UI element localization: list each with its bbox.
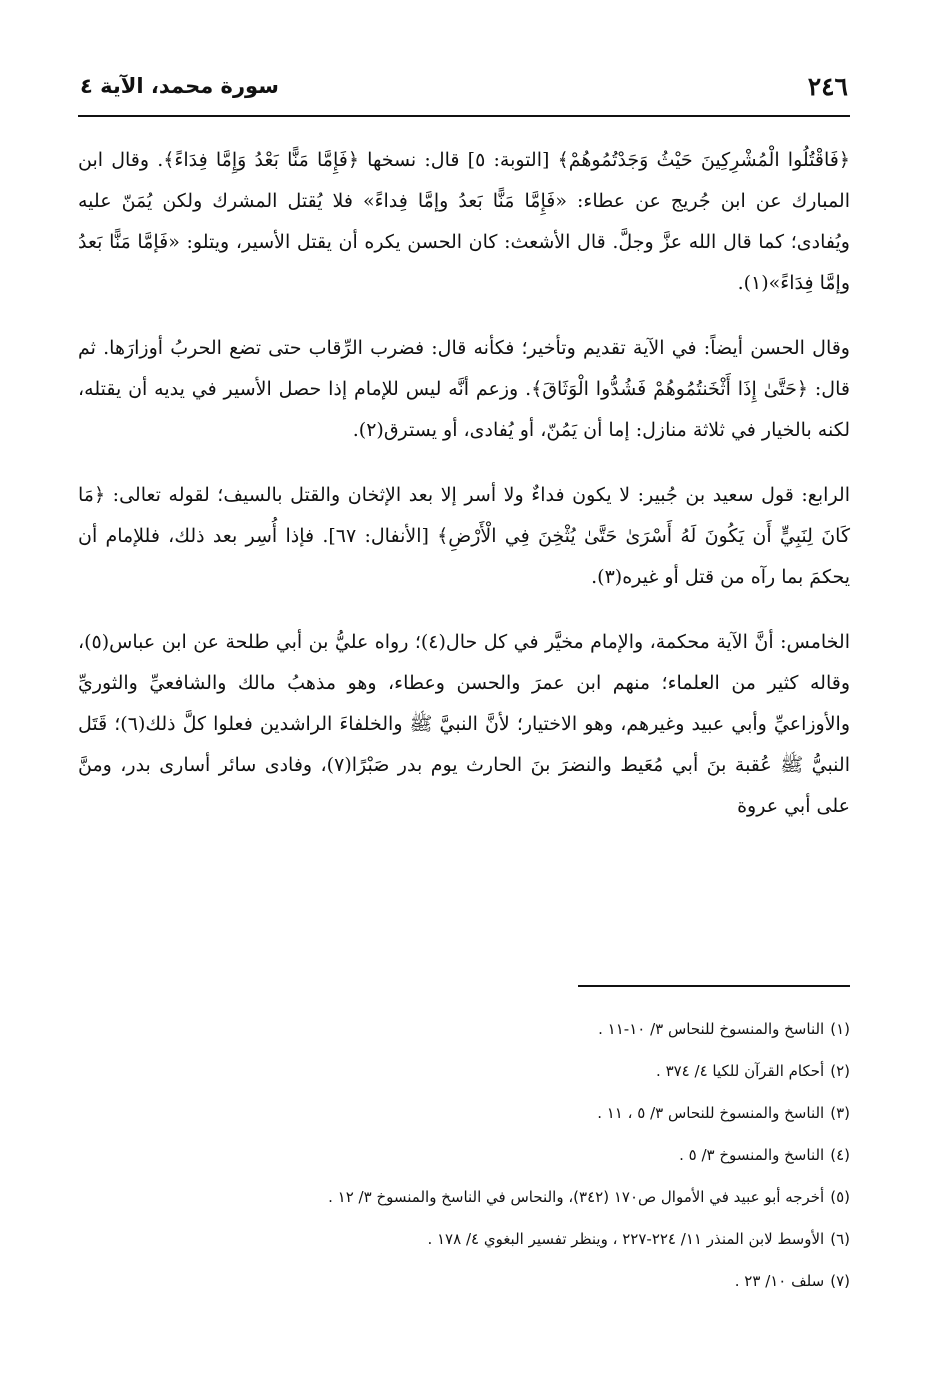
footnote	[78, 1018, 850, 1060]
footnote-text: الناسخ والمنسوخ للنحاس ٣/ ٥ ، ١١ .	[597, 1104, 825, 1122]
header-divider	[78, 115, 850, 117]
paragraph: وقال الحسن أيضاً: في الآية تقديم وتأخير؛ فكأنه قال: فضرب الرِّقاب حتى تضع الحربُ أوزارَها. ثم قال: ﴿حَتَّىٰ إِذَا أَثْخَنتُمُوهُمْ فَشُدُّوا الْوَثَاقَ﴾. وزعم أنَّه ليس للإمام إذا حصل الأسير في يديه أن يقتله، لكنه بالخيار في ثلاثة منازل: إما أن يَمُنّ، أو يُفادى، أو يسترق(٢).	[78, 337, 850, 441]
footnote-number: (٧)	[830, 1272, 850, 1290]
footnote-text: الناسخ والمنسوخ للنحاس ٣/ ١٠-١١ .	[598, 1020, 825, 1038]
page-header	[78, 72, 850, 108]
footnote	[78, 1144, 850, 1186]
footnote-number: (٦)	[830, 1230, 850, 1248]
running-title: سورة محمد، الآية ٤	[80, 74, 279, 98]
footnote-text: أحكام القرآن للكيا ٤/ ٣٧٤ .	[656, 1062, 825, 1080]
paragraph: ﴿فَاقْتُلُوا الْمُشْرِكِينَ حَيْثُ وَجَدْتُمُوهُمْ﴾ [التوبة: ٥] قال: نسخها ﴿فَإِمَّا مَنًّا بَعْدُ وَإِمَّا فِدَاءً﴾. وقال ابن المبارك عن ابن جُريج عن عطاء: «فَإِمَّا مَنًّا بَعدُ وإمَّا فِداءً» فلا يُقتل المشرك ولكن يُمَنّ عليه ويُفادى؛ كما قال الله عزَّ وجلَّ. قال الأشعث: كان الحسن يكره أن يقتل الأسير، ويتلو: «فَإمَّا مَنًّا بَعدُ وإمَّا فِدَاءً»(١).	[78, 149, 850, 294]
footnote-text: أخرجه أبو عبيد في الأموال ص١٧٠ (٣٤٢)، والنحاس في الناسخ والمنسوخ ٣/ ١٢ .	[328, 1188, 825, 1206]
footnote-text: سلف ١٠/ ٢٣ .	[734, 1272, 825, 1290]
footnote-text: الأوسط لابن المنذر ١١/ ٢٢٤-٢٢٧ ، وينظر تفسير البغوي ٤/ ١٧٨ .	[427, 1230, 825, 1248]
footnote-divider	[578, 985, 850, 987]
footnote	[78, 1060, 850, 1102]
footnote-number: (٤)	[830, 1146, 850, 1164]
footnote-text: الناسخ والمنسوخ ٣/ ٥ .	[679, 1146, 825, 1164]
footnote-number: (٥)	[830, 1188, 850, 1206]
footnote-number: (٣)	[830, 1104, 850, 1122]
footnote	[78, 1102, 850, 1144]
paragraph: الخامس: أنَّ الآية محكمة، والإمام مخيَّر في كل حال(٤)؛ رواه عليُّ بن أبي طلحة عن ابن عباس(٥)، وقاله كثير من العلماء؛ منهم ابن عمرَ والحسن وعطاء، وهو مذهبُ مالك والشافعيِّ والثوريِّ والأوزاعيِّ وأبي عبيد وغيرهم، وهو الاختيار؛ لأنَّ النبيَّ ﷺ والخلفاءَ الراشدين فعلوا كلَّ ذلك(٦)؛ قَتَل النبيُّ ﷺ عُقبة بنَ أبي مُعَيط والنضرَ بنَ الحارث يوم بدر صَبْرًا(٧)، وفادى سائر أسارى بدر، ومنَّ على أبي عروة	[78, 631, 851, 817]
page-number: ٢٤٦	[807, 72, 848, 101]
main-text	[78, 140, 850, 827]
footnote-number: (١)	[830, 1020, 850, 1038]
footnote	[78, 1186, 850, 1228]
footnote-number: (٢)	[830, 1062, 850, 1080]
paragraph: الرابع: قول سعيد بن جُبير: لا يكون فداءٌ ولا أسر إلا بعد الإثخان والقتل بالسيف؛ لقوله تعالى: ﴿مَا كَانَ لِنَبِيٍّ أَن يَكُونَ لَهُ أَسْرَىٰ حَتَّىٰ يُثْخِنَ فِي الْأَرْضِ﴾ [الأنفال: ٦٧]. فإذا أُسِر بعد ذلك، فللإمام أن يحكمَ بما رآه من قتل أو غيره(٣).	[78, 484, 850, 588]
footnote	[78, 1270, 850, 1312]
footnotes	[78, 1018, 850, 1312]
footnote	[78, 1228, 850, 1270]
